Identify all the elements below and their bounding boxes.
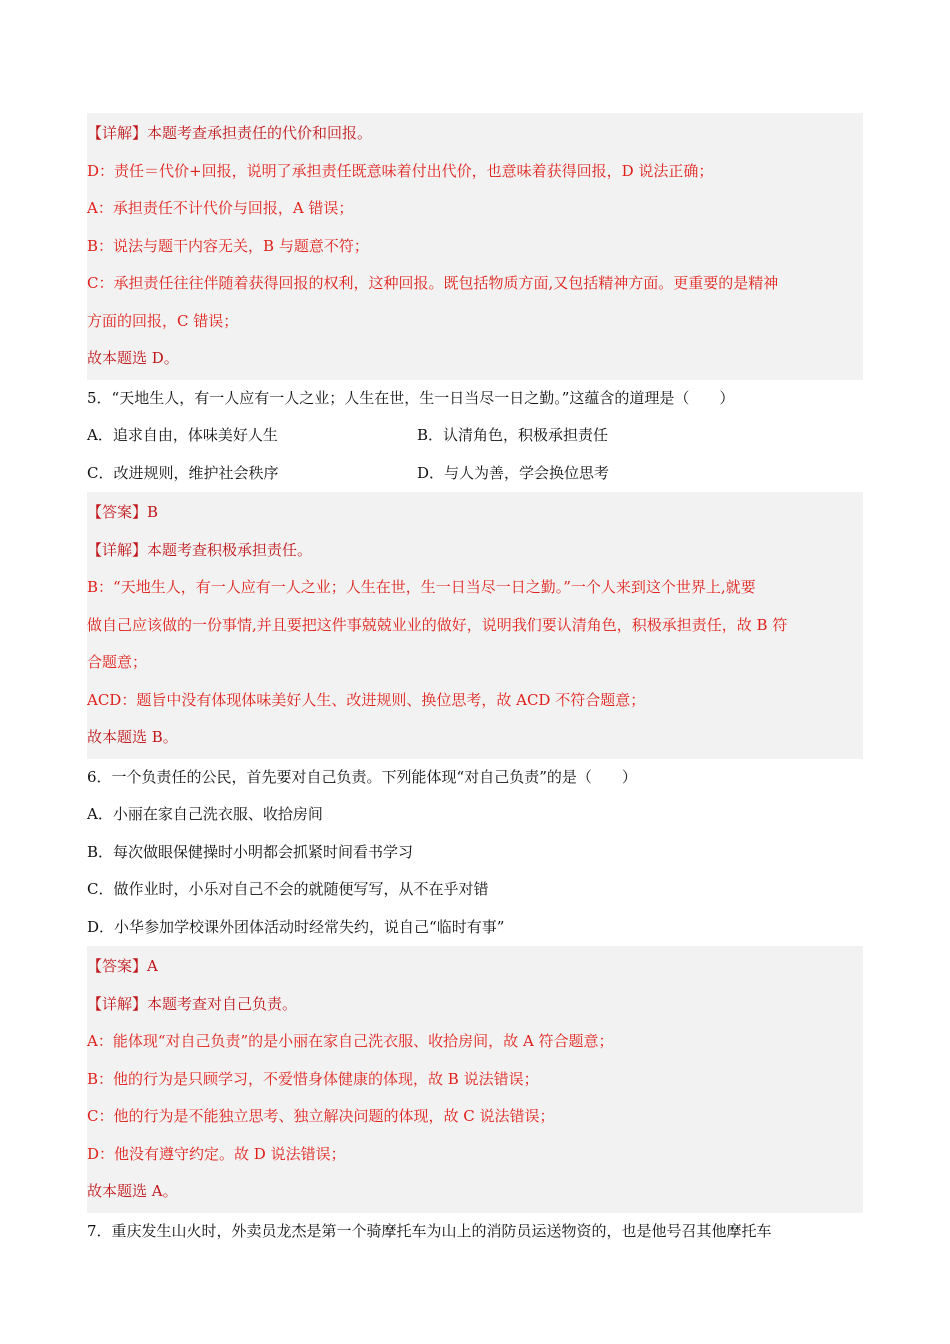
q5-options-row-2 [87,455,863,493]
q4-conclusion: 故本题选 D。 [87,349,179,367]
q5-options-row-1 [87,417,863,455]
q5-explain-line-4: ACD：题旨中没有体现体味美好人生、改进规则、换位思考，故 ACD 不符合题意； [87,690,646,709]
q5-option-a: A．追求自由，体味美好人生 [87,426,278,444]
q5-option-b: B．认清角色，积极承担责任 [417,426,609,444]
q6-detail: 【详解】本题考查对自己负责。 [87,994,298,1013]
q5-detail: 【详解】本题考查积极承担责任。 [87,540,313,559]
q6-conclusion: 故本题选 A。 [87,1182,178,1200]
q6-option-c: C．做作业时，小乐对自己不会的就随便写写，从不在乎对错 [87,880,489,898]
q4-explain-line-3: B：说法与题干内容无关，B 与题意不符； [87,236,369,255]
q4-explanation [87,113,863,380]
q5-conclusion: 故本题选 B。 [87,728,178,746]
q5-explain-line-2: 做自己应该做的一份事情,并且要把这件事兢兢业业的做好，说明我们要认清角色，积极承担责任，故 B 符 [87,615,788,634]
q5-explain-line-3: 合题意； [87,653,148,671]
q6-explanation [87,946,863,1213]
q6-stem: 6．一个负责任的公民，首先要对自己负责。下列能体现“对自己负责”的是（ ） [87,767,637,786]
document-page [87,113,863,1250]
q4-explain-line-1: D：责任＝代价+回报，说明了承担责任既意味着付出代价，也意味着获得回报，D 说法正确； [87,161,714,180]
q5-explanation [87,492,863,759]
q6-answer: 【答案】A [87,957,158,975]
q5-explain-line-1: B：“天地生人，有一人应有一人之业；人生在世，生一日当尽一日之勤。”一个人来到这个世界上,就要 [87,578,756,596]
q5-answer: 【答案】B [87,503,159,521]
q4-detail: 【详解】本题考查承担责任的代价和回报。 [87,124,373,142]
q5-option-d: D．与人为善，学会换位思考 [417,463,610,482]
q6-option-a: A．小丽在家自己洗衣服、收拾房间 [87,805,323,823]
q6-option-b: B．每次做眼保健操时小明都会抓紧时间看书学习 [87,842,414,861]
q6-option-d: D．小华参加学校课外团体活动时经常失约，说自己“临时有事” [87,917,505,936]
q6-explain-line-3: C：他的行为是不能独立思考、独立解决问题的体现，故 C 说法错误； [87,1107,555,1125]
q6-explain-line-1: A：能体现“对自己负责”的是小丽在家自己洗衣服、收拾房间，故 A 符合题意； [87,1032,614,1050]
q5-option-c: C．改进规则，维护社会秩序 [87,463,279,482]
q5-stem: 5．“天地生人，有一人应有一人之业；人生在世，生一日当尽一日之勤。”这蕴含的道理是（ ） [87,388,735,407]
q7-stem: 7．重庆发生山火时，外卖员龙杰是第一个骑摩托车为山上的消防员运送物资的，也是他号召其他摩托车 [87,1221,772,1240]
q4-explain-line-4: C：承担责任往往伴随着获得回报的权利，这种回报。既包括物质方面,又包括精神方面。更重要的是精神 [87,274,779,292]
q6-explain-line-2: B：他的行为是只顾学习，不爱惜身体健康的体现，故 B 说法错误； [87,1069,539,1088]
q4-explain-line-5: 方面的回报，C 错误； [87,311,239,330]
q6-explain-line-4: D：他没有遵守约定。故 D 说法错误； [87,1144,346,1163]
q4-explain-line-2: A：承担责任不计代价与回报，A 错误； [87,199,354,217]
